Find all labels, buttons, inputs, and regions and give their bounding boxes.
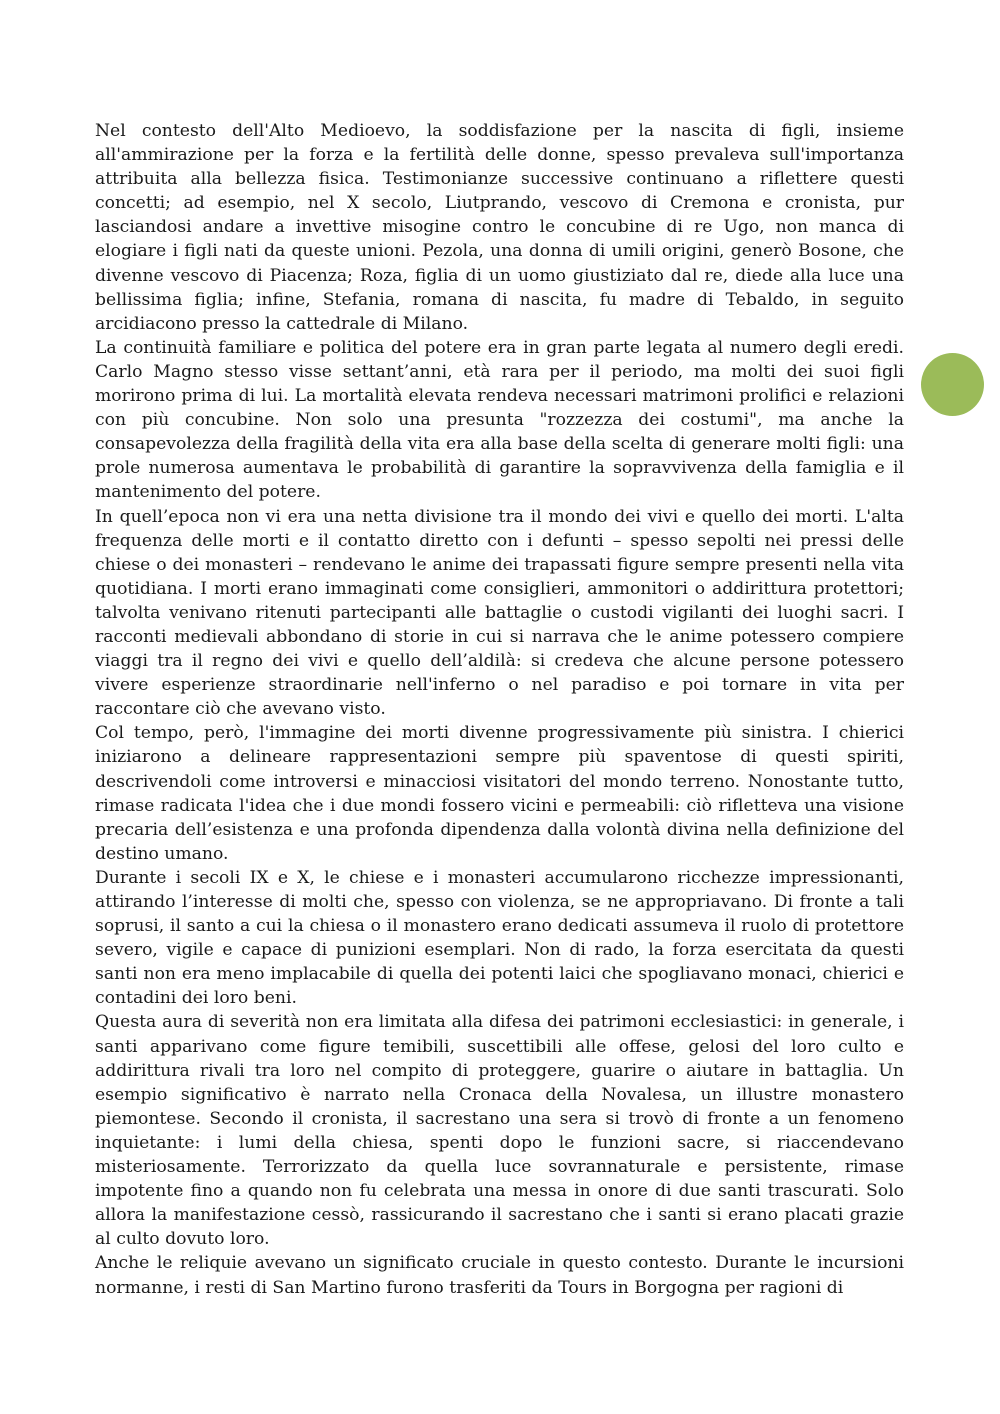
body-text	[95, 119, 904, 1300]
paragraph-5: Durante i secoli IX e X, le chiese e i monasteri accumularono ricchezze impressionanti, attirando l’interesse di molti che, spesso con violenza, se ne appropriavano. Di fronte a tali soprusi, il santo a cui la chiesa o il monastero erano dedicati assumeva il ruolo di protettore severo, vigile e capace di punizioni esemplari. Non di rado, la forza esercitata da questi santi non era meno implacabile di quella dei potenti laici che spogliavano monaci, chierici e contadini dei loro beni.	[95, 867, 904, 1009]
paragraph-1: Nel contesto dell'Alto Medioevo, la soddisfazione per la nascita di figli, insieme all'ammirazione per la forza e la fertilità delle donne, spesso prevaleva sull'importanza attribuita alla bellezza fisica. Testimonianze successive continuano a riflettere questi concetti; ad esempio, nel X secolo, Liutprando, vescovo di Cremona e cronista, pur lasciandosi andare a invettive misogine contro le concubine di re Ugo, non manca di elogiare i figli nati da queste unioni. Pezola, una donna di umili origini, generò Bosone, che divenne vescovo di Piacenza; Roza, figlia di un uomo giustiziato dal re, diede alla luce una bellissima figlia; infine, Stefania, romana di nascita, fu madre di Tebaldo, in seguito arcidiacono presso la cattedrale di Milano.	[95, 121, 904, 334]
paragraph-7: Anche le reliquie avevano un significato cruciale in questo contesto. Durante le incursioni normanne, i resti di San Martino furono trasferiti da Tours in Borgogna per ragioni di	[95, 1253, 904, 1298]
decorative-circle-icon	[921, 353, 984, 416]
paragraph-4: Col tempo, però, l'immagine dei morti divenne progressivamente più sinistra. I chierici iniziarono a delineare rappresentazioni sempre più spaventose di questi spiriti, descrivendoli come introversi e minacciosi visitatori del mondo terreno. Nonostante tutto, rimase radicata l'idea che i due mondi fossero vicini e permeabili: ciò rifletteva una visione precaria dell’esistenza e una profonda dipendenza dalla volontà divina nella definizione del destino umano.	[95, 723, 904, 864]
paragraph-2: La continuità familiare e politica del potere era in gran parte legata al numero degli eredi. Carlo Magno stesso visse settant’anni, età rara per il periodo, ma molti dei suoi figli morirono prima di lui. La mortalità elevata rendeva necessari matrimoni prolifici e relazioni con più concubine. Non solo una presunta "rozzezza dei costumi", ma anche la consapevolezza della fragilità della vita era alla base della scelta di generare molti figli: una prole numerosa aumentava le probabilità di garantire la sopravvivenza della famiglia e il mantenimento del potere.	[95, 337, 904, 503]
paragraph-6: Questa aura di severità non era limitata alla difesa dei patrimoni ecclesiastici: in generale, i santi apparivano come figure temibili, suscettibili alle offese, gelosi del loro culto e addirittura rivali tra loro nel compito di proteggere, guarire o aiutare in battaglia. Un esempio significativo è narrato nella Cronaca della Novalesa, un illustre monastero piemontese. Secondo il cronista, il sacrestano una sera si trovò di fronte a un fenomeno inquietante: i lumi della chiesa, spenti dopo le funzioni sacre, si riaccendevano misteriosamente. Terrorizzato da quella luce sovrannaturale e persistente, rimase impotente fino a quando non fu celebrata una messa in onore di due santi trascurati. Solo allora la manifestazione cessò, rassicurando il sacrestano che i santi si erano placati grazie al culto dovuto loro.	[95, 1012, 904, 1250]
paragraph-3: In quell’epoca non vi era una netta divisione tra il mondo dei vivi e quello dei morti. L'alta frequenza delle morti e il contatto diretto con i defunti – spesso sepolti nei pressi delle chiese o dei monasteri – rendevano le anime dei trapassati figure sempre presenti nella vita quotidiana. I morti erano immaginati come consiglieri, ammonitori o addirittura protettori; talvolta venivano ritenuti partecipanti alle battaglie o custodi vigilanti dei luoghi sacri. I racconti medievali abbondano di storie in cui si narrava che le anime potessero compiere viaggi tra il regno dei vivi e quello dell’aldilà: si credeva che alcune persone potessero vivere esperienze straordinarie nell'inferno o nel paradiso e poi tornare in vita per raccontare ciò che avevano visto.	[95, 506, 904, 720]
